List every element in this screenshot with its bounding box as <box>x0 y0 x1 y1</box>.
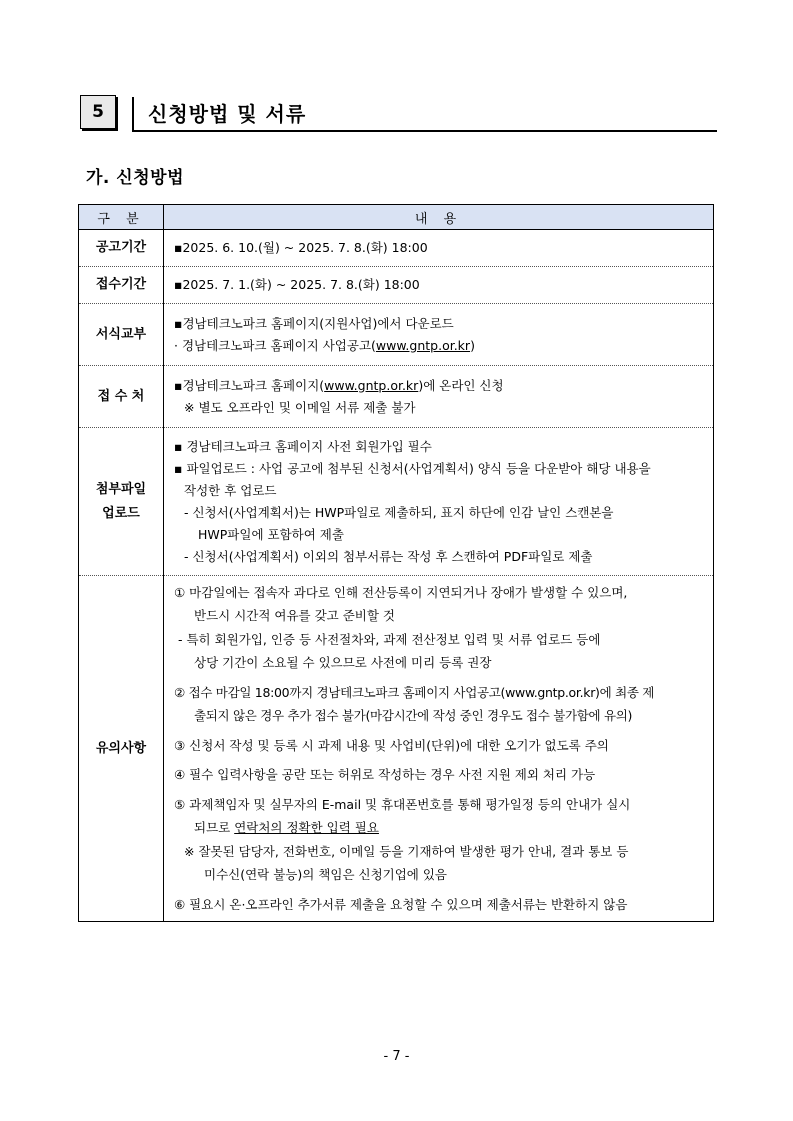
upload-line-1: ▪ 경남테크노파크 홈페이지 사전 회원가입 필수 <box>174 438 432 454</box>
upload-line-2: ▪ 파일업로드 : 사업 공고에 첨부된 신청서(사업계획서) 양식 등을 다운받아 해당 내용을 <box>174 460 651 476</box>
application-table <box>78 204 714 922</box>
subsection-title: 가. 신청방법 <box>86 168 184 188</box>
upload-line-6: - 신청서(사업계획서) 이외의 첨부서류는 작성 후 스캔하여 PDF파일로 제출 <box>184 548 593 564</box>
receipt-period-value: ▪2025. 7. 1.(화) ~ 2025. 7. 8.(화) 18:00 <box>174 277 420 292</box>
section-number: 5 <box>80 95 116 129</box>
row-notes <box>79 576 714 922</box>
contact-accuracy-emphasis: 연락처의 정확한 입력 필요 <box>234 820 379 836</box>
row-announcement-period <box>79 230 714 267</box>
forms-line-2: · 경남테크노파크 홈페이지 사업공고(www.gntp.or.kr) <box>174 337 475 353</box>
note-5: ⑤ 과제책임자 및 실무자의 E-mail 및 휴대폰번호를 통해 평가일정 등의 안내가 실시 <box>174 796 631 812</box>
note-1-cont: 반드시 시간적 여유를 갖고 준비할 것 <box>194 608 395 624</box>
note-2-cont: 출되지 않은 경우 추가 접수 불가(마감시간에 작성 중인 경우도 접수 불가함에 유의) <box>194 708 633 724</box>
upload-line-4: - 신청서(사업계획서)는 HWP파일로 제출하되, 표지 하단에 인감 날인 스캔본을 <box>184 504 614 520</box>
note-5-remark: ※ 잘못된 담당자, 전화번호, 이메일 등을 기재하여 발생한 평가 안내, 결과 통보 등 <box>184 843 629 859</box>
section-header <box>80 95 717 133</box>
label-notes: 유의사항 <box>79 576 164 922</box>
note-1-sub: - 특히 회원가입, 인증 등 사전절차와, 과제 전산정보 입력 및 서류 업로드 등에 <box>178 631 601 647</box>
row-upload <box>79 428 714 576</box>
note-5-cont: 되므로 연락처의 정확한 입력 필요 <box>194 820 379 836</box>
header-category: 구 분 <box>79 205 164 230</box>
page-number: - 7 - <box>383 1049 410 1064</box>
label-upload: 첨부파일 업로드 <box>79 428 164 576</box>
forms-line-1: ▪경남테크노파크 홈페이지(지원사업)에서 다운로드 <box>174 315 454 331</box>
upload-line-5: HWP파일에 포함하여 제출 <box>198 526 344 542</box>
note-4: ④ 필수 입력사항을 공란 또는 허위로 작성하는 경우 사전 지원 제외 처리 가능 <box>174 767 596 783</box>
label-receipt-place: 접 수 처 <box>79 366 164 428</box>
table-header-row <box>79 205 714 230</box>
header-content: 내 용 <box>164 205 714 230</box>
place-line-2: ※ 별도 오프라인 및 이메일 서류 제출 불가 <box>184 399 416 415</box>
label-forms: 서식교부 <box>79 304 164 366</box>
row-forms <box>79 304 714 366</box>
label-receipt-period: 접수기간 <box>79 267 164 304</box>
note-1-sub-cont: 상당 기간이 소요될 수 있으므로 사전에 미리 등록 권장 <box>194 655 492 671</box>
section-divider <box>132 97 134 131</box>
row-receipt-period <box>79 267 714 304</box>
note-1: ① 마감일에는 접속자 과다로 인해 전산등록이 지연되거나 장애가 발생할 수 있으며, <box>174 584 628 600</box>
section-title: 신청방법 및 서류 <box>148 102 307 126</box>
upload-line-3: 작성한 후 업로드 <box>184 482 277 498</box>
note-2: ② 접수 마감일 18:00까지 경남테크노파크 홈페이지 사업공고(www.gntp.or.kr)에 최종 제 <box>174 684 655 700</box>
row-receipt-place <box>79 366 714 428</box>
note-3: ③ 신청서 작성 및 등록 시 과제 내용 및 사업비(단위)에 대한 오기가 없도록 주의 <box>174 737 609 753</box>
announcement-period-value: ▪2025. 6. 10.(월) ~ 2025. 7. 8.(화) 18:00 <box>174 240 428 255</box>
label-announcement-period: 공고기간 <box>79 230 164 267</box>
gntp-link[interactable]: www.gntp.or.kr <box>324 377 419 393</box>
place-line-1: ▪경남테크노파크 홈페이지(www.gntp.or.kr)에 온라인 신청 <box>174 377 504 393</box>
note-5-remark-cont: 미수신(연락 불능)의 책임은 신청기업에 있음 <box>204 867 447 883</box>
gntp-link[interactable]: www.gntp.or.kr <box>375 337 471 353</box>
note-6: ⑥ 필요시 온·오프라인 추가서류 제출을 요청할 수 있으며 제출서류는 반환하지 않음 <box>174 896 628 912</box>
section-underline <box>132 130 717 132</box>
